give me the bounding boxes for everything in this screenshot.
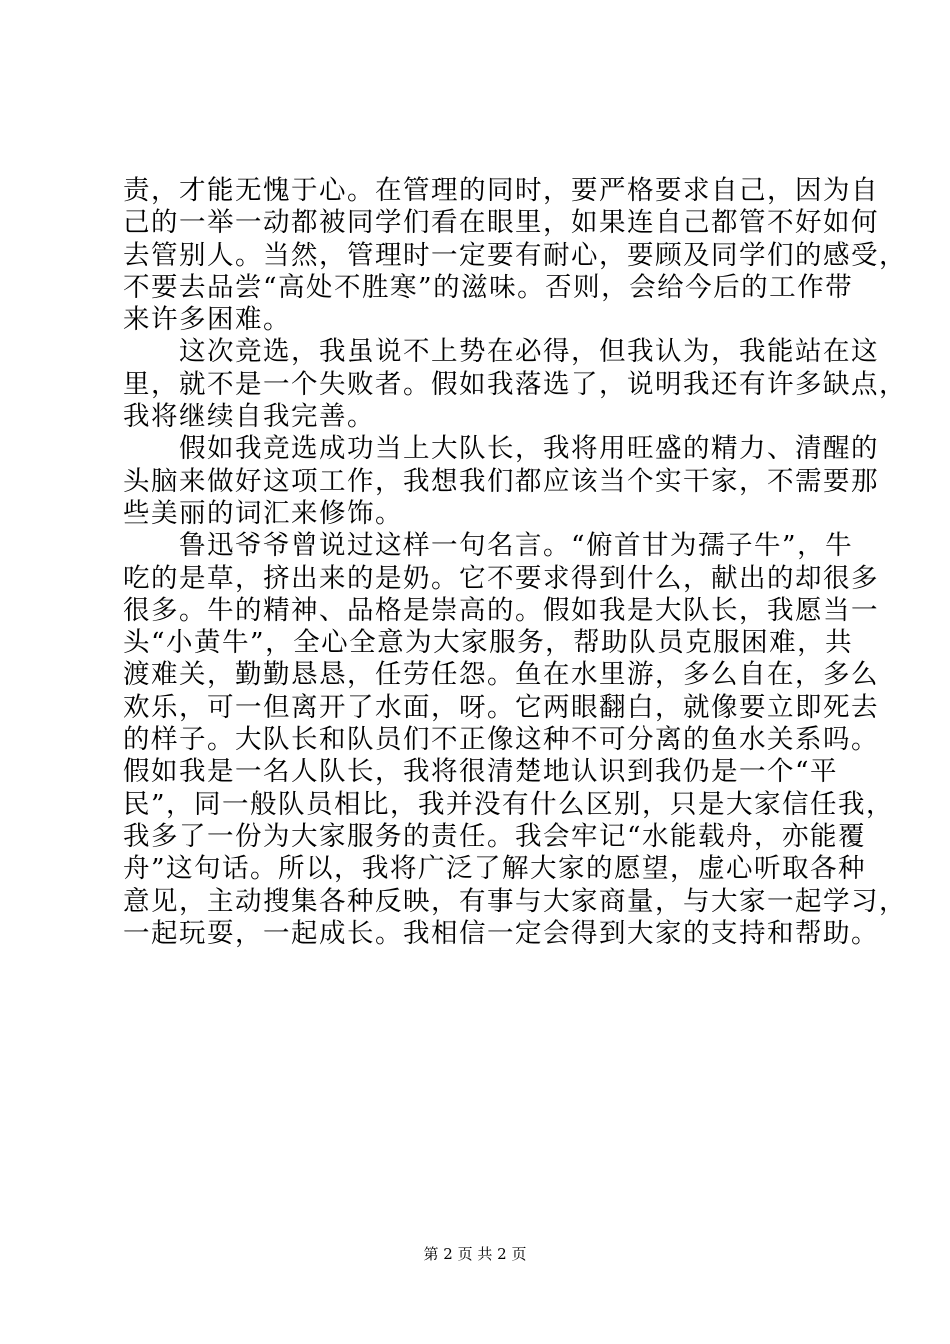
text-line: 责，才能无愧于心。在管理的同时，要严格要求自己，因为自: [123, 175, 879, 206]
text-line: 己的一举一动都被同学们看在眼里，如果连自己都管不好如何: [123, 207, 879, 239]
text-line: 吃的是草，挤出来的是奶。它不要求得到什么，献出的却很多: [123, 562, 879, 594]
body-text: [123, 175, 907, 950]
text-line: 一起玩耍，一起成长。我相信一定会得到大家的支持和帮助。: [123, 917, 879, 949]
text-line: 鲁迅爷爷曾说过这样一句名言。“俯首甘为孺子牛”，牛: [123, 530, 854, 562]
text-line: 很多。牛的精神、品格是崇高的。假如我是大队长，我愿当一: [123, 594, 879, 626]
text-line: 来许多困难。: [123, 304, 291, 336]
text-line: 头脑来做好这项工作，我想我们都应该当个实干家，不需要那: [123, 465, 879, 497]
text-line: 欢乐，可一但离开了水面，呀。它两眼翻白，就像要立即死去: [123, 691, 879, 723]
text-line: 去管别人。当然，管理时一定要有耐心，要顾及同学们的感受，: [123, 239, 907, 271]
text-line: 我将继续自我完善。: [123, 401, 375, 433]
text-line: 渡难关，勤勤恳恳，任劳任怨。鱼在水里游，多么自在，多么: [123, 659, 879, 691]
text-line: 头“小黄牛”，全心全意为大家服务，帮助队员克服困难，共: [123, 627, 854, 659]
text-line: 的样子。大队长和队员们不正像这种不可分离的鱼水关系吗。: [123, 724, 879, 756]
text-line: 里，就不是一个失败者。假如我落选了，说明我还有许多缺点，: [123, 368, 907, 400]
text-line: 些美丽的词汇来修饰。: [123, 497, 403, 529]
text-line: 假如我是一名人队长，我将很清楚地认识到我仍是一个“平: [123, 756, 839, 788]
text-line: 这次竞选，我虽说不上势在必得，但我认为，我能站在这: [123, 336, 879, 368]
page-number-footer: 第 2 页 共 2 页: [423, 1245, 527, 1263]
text-line: 民”，同一般队员相比，我并没有什么区别，只是大家信任我，: [123, 788, 895, 820]
text-line: 我多了一份为大家服务的责任。我会牢记“水能载舟，亦能覆: [123, 820, 867, 852]
text-line: 舟”这句话。所以，我将广泛了解大家的愿望，虚心听取各种: [123, 853, 867, 885]
text-line: 意见，主动搜集各种反映，有事与大家商量，与大家一起学习，: [123, 885, 907, 917]
text-line: 不要去品尝“高处不胜寒”的滋味。否则，会给今后的工作带: [123, 271, 854, 303]
text-line: 假如我竞选成功当上大队长，我将用旺盛的精力、清醒的: [123, 433, 879, 465]
